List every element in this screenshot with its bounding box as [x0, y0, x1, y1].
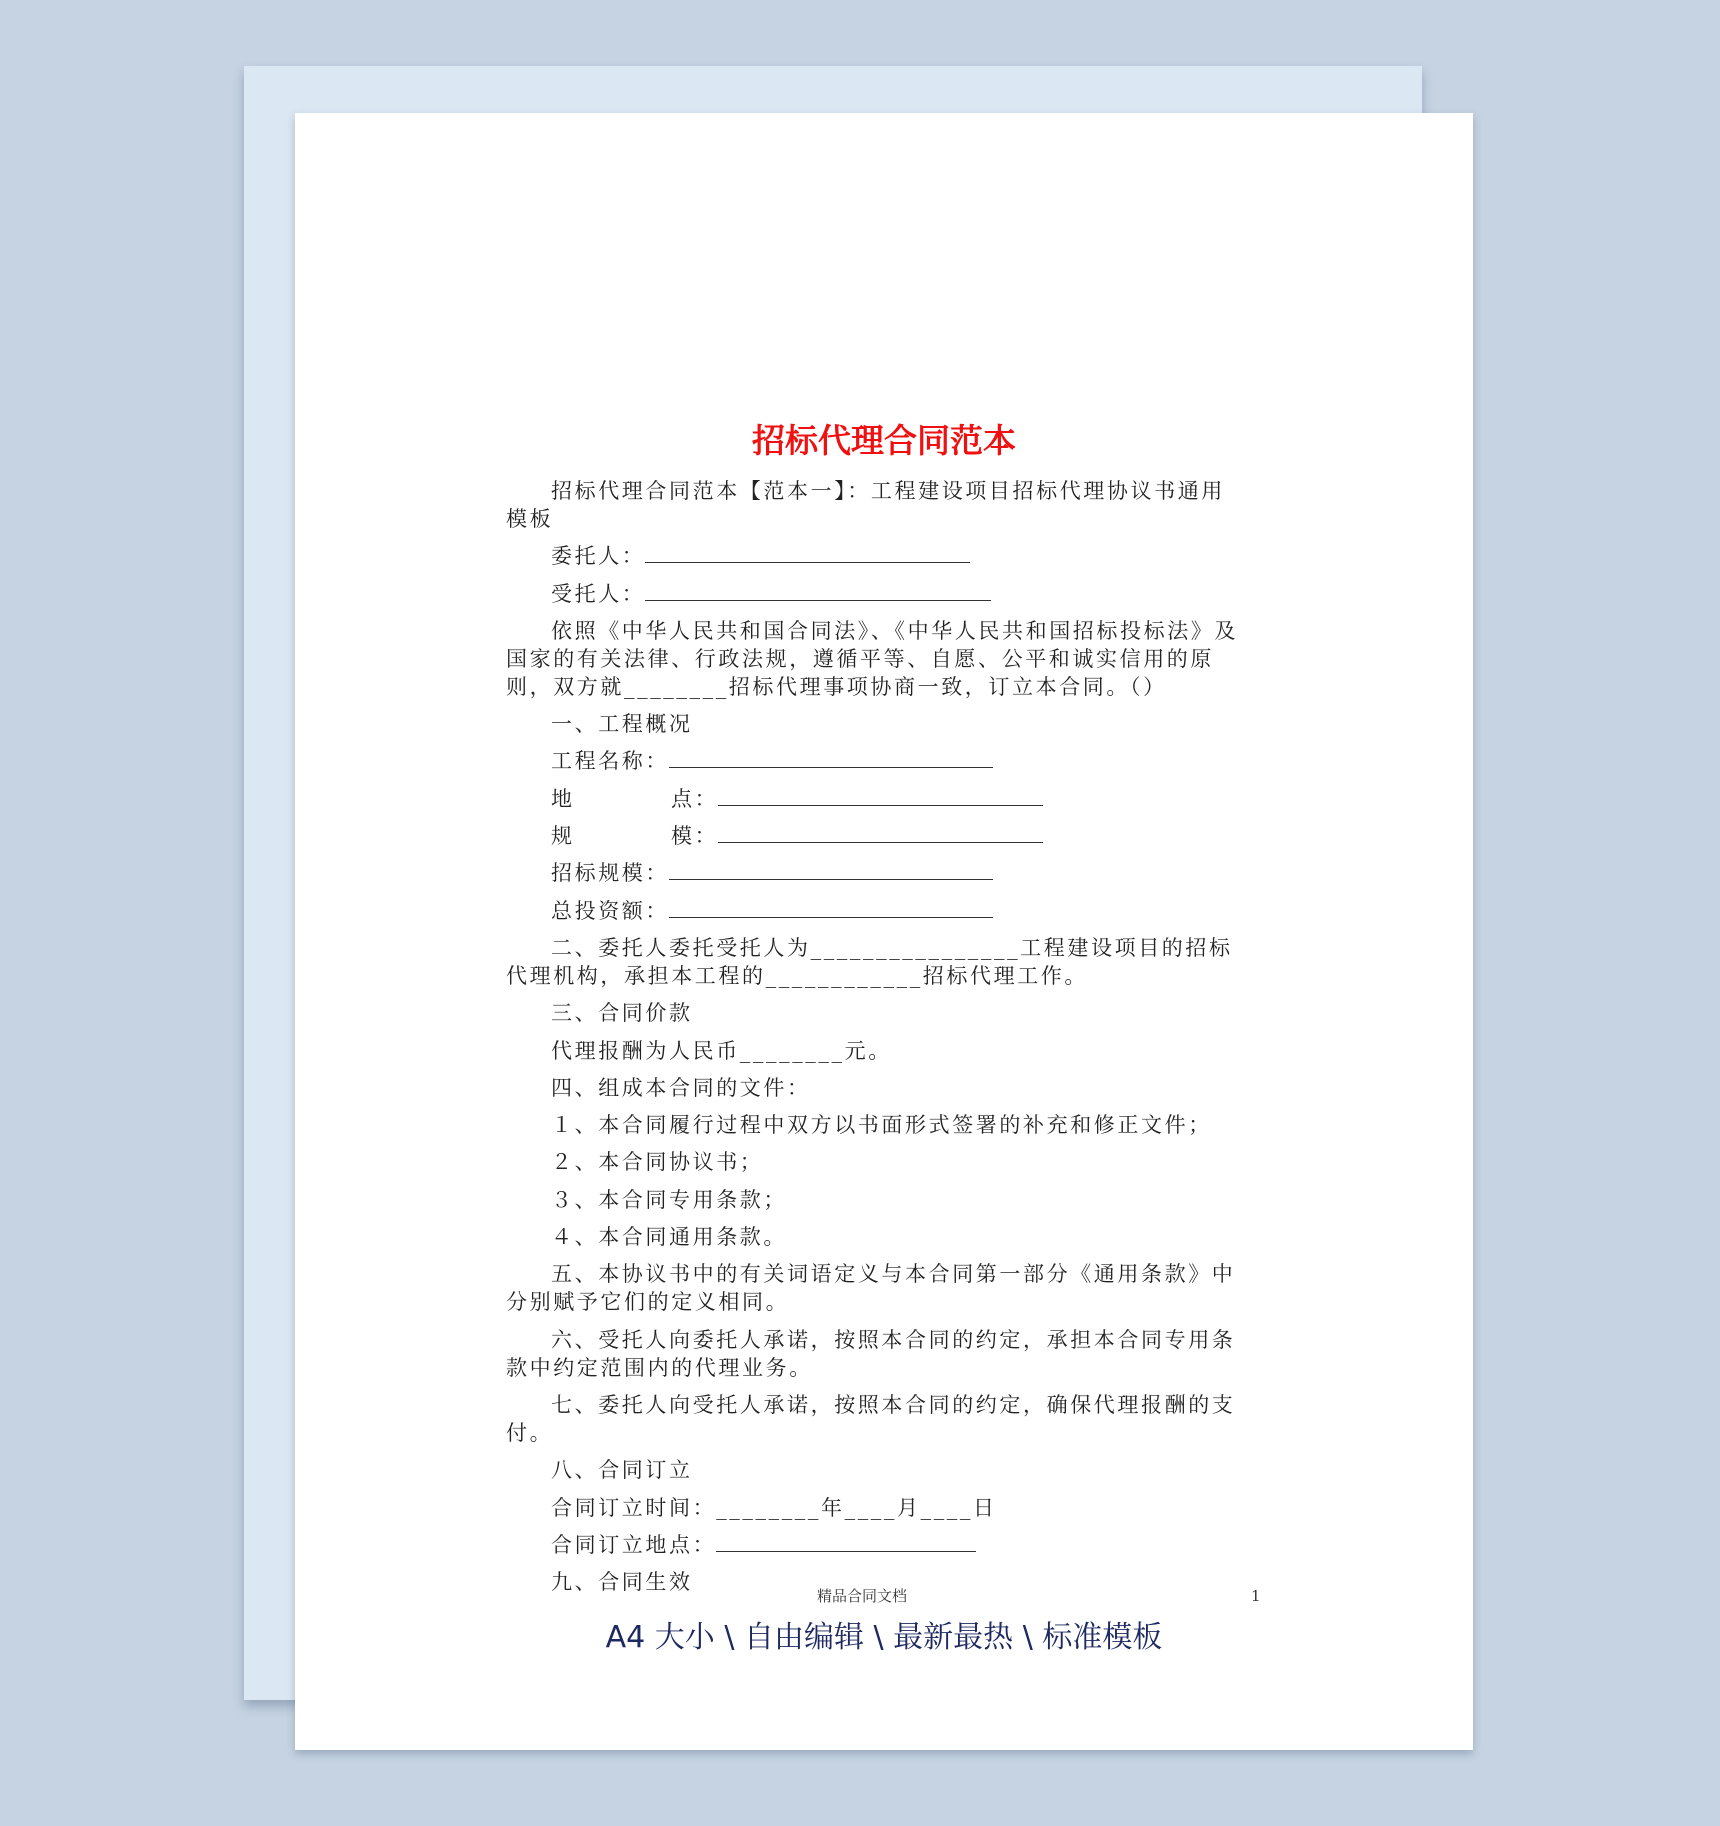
scale-blank[interactable]	[718, 822, 1043, 843]
section-5: 五、本协议书中的有关词语定义与本合同第一部分《通用条款》中分别赋予它们的定义相同。	[506, 1262, 1236, 1315]
location-blank[interactable]	[718, 785, 1043, 806]
sign-place-blank[interactable]	[716, 1531, 976, 1552]
sign-place-label: 合同订立地点：	[551, 1532, 717, 1557]
document-body	[506, 477, 1246, 1596]
section-3-heading: 三、合同价款	[551, 1001, 693, 1026]
tender-scale-field	[506, 859, 1246, 887]
section-7: 七、委托人向受托人承诺，按照本合同的约定，确保代理报酬的支付。	[506, 1392, 1236, 1445]
fee-text: 代理报酬为人民币________元。	[551, 1038, 892, 1063]
location-label-a: 地	[551, 786, 575, 811]
sign-time: 合同订立时间：________年____月____日	[551, 1495, 997, 1520]
scale-label-b: 模：	[671, 824, 719, 849]
scale-label-a: 规	[551, 824, 575, 849]
scale-field	[506, 822, 1246, 850]
slogan: A4 大小 \ 自由编辑 \ 最新最热 \ 标准模板	[605, 1620, 1163, 1656]
document-title: 招标代理合同范本	[752, 421, 1016, 460]
document-page	[295, 113, 1473, 1750]
doc-item: ４、本合同通用条款。	[551, 1225, 787, 1250]
investment-label: 总投资额：	[551, 898, 669, 923]
sign-place-field	[506, 1531, 1246, 1559]
section-2: 二、委托人委托受托人为________________工程建设项目的招标代理机构，承担本工程的____________招标代理工作。	[506, 935, 1233, 988]
page-number: 1	[1251, 1587, 1261, 1605]
project-name-field	[506, 747, 1246, 775]
document-flow	[295, 477, 1473, 1658]
agent-blank[interactable]	[645, 580, 991, 601]
principal-label: 委托人：	[551, 544, 646, 569]
principal-field	[506, 542, 1246, 570]
preamble: 依照《中华人民共和国合同法》、《中华人民共和国招标投标法》及国家的有关法律、行政法规，遵循平等、自愿、公平和诚实信用的原则，双方就________招标代理事项协商一致，订立本合同。（）	[506, 618, 1238, 699]
section-1-heading: 一、工程概况	[551, 712, 693, 737]
agent-field	[506, 580, 1246, 608]
section-8-heading: 八、合同订立	[551, 1458, 693, 1483]
location-label-b: 点：	[671, 786, 719, 811]
principal-blank[interactable]	[645, 542, 970, 563]
location-field	[506, 785, 1246, 813]
intro: 招标代理合同范本【范本一】：工程建设项目招标代理协议书通用模板	[506, 479, 1225, 531]
section-9-heading: 九、合同生效	[551, 1570, 693, 1595]
project-name-label: 工程名称：	[551, 749, 669, 774]
project-name-blank[interactable]	[669, 747, 993, 768]
doc-item: １、本合同履行过程中双方以书面形式签署的补充和修正文件；	[551, 1113, 1212, 1138]
tender-scale-label: 招标规模：	[551, 861, 669, 886]
section-6: 六、受托人向委托人承诺，按照本合同的约定，承担本合同专用条款中约定范围内的代理业务。	[506, 1327, 1236, 1380]
agent-label: 受托人：	[551, 581, 646, 606]
doc-item: ２、本合同协议书；	[551, 1150, 764, 1175]
tender-scale-blank[interactable]	[669, 859, 993, 880]
section-4-heading: 四、组成本合同的文件：	[551, 1075, 811, 1100]
investment-blank[interactable]	[669, 897, 993, 918]
doc-item: ３、本合同专用条款；	[551, 1187, 787, 1212]
investment-field	[506, 897, 1246, 925]
footer-text: 精品合同文档	[817, 1587, 908, 1605]
